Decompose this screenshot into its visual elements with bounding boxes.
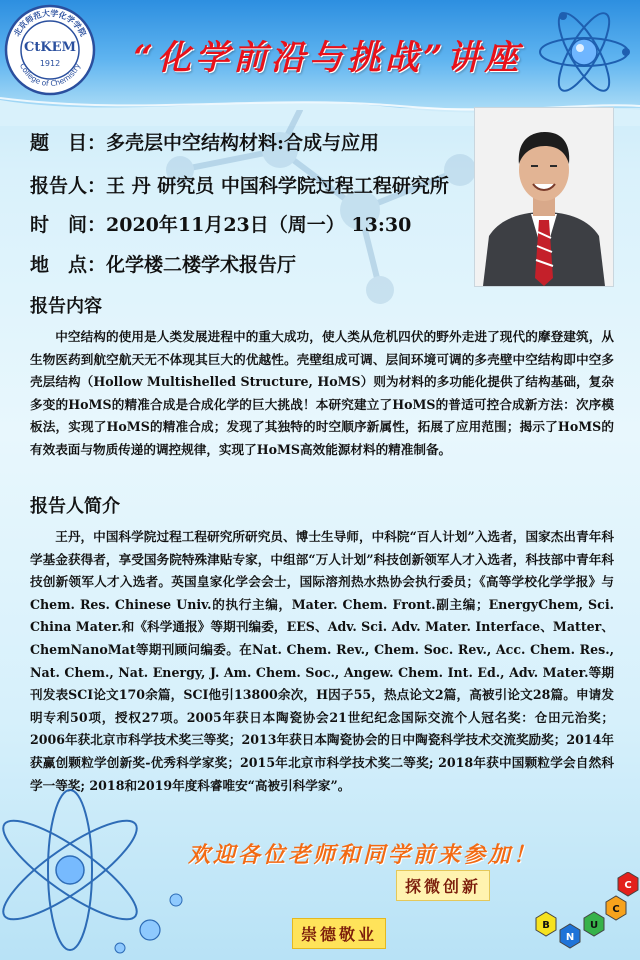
college-logo (4, 4, 96, 96)
hex-letter-u: U (589, 920, 599, 931)
logo-center-text: CtKEM (24, 40, 76, 55)
place-value: 化学楼二楼学术报告厅 (106, 254, 297, 276)
time-value: 2020年11月23日（周一） 13:30 (106, 214, 412, 236)
bio-heading: 报告人简介 (30, 496, 120, 517)
topic-line (30, 128, 379, 155)
content-paragraph: 中空结构的使用是人类发展进程中的重大成功，使人类从危机四伏的野外走进了现代的摩登建筑，从生物医药到航空航天无不体现其巨大的优越性。壳壁组成可调、层间环境可调的多壳壁中空结构即中空多壳层结构（Hollow Multishelled Structure, HoMS）则为材料的多功能化提供了结构基础，复杂多变的HoMS的精准合成是合成化学的巨大挑战！本研究建立了HoMS的普适可控合成新方法：次序模板法，实现了HoMS的精准合成；发现了其独特的时空顺序新属性，拓展了应用范围；揭示了HoMS的有效表面与物质传递的调控规律，实现了HoMS高效能源材料的精准制备。 (30, 329, 614, 457)
atom-orbit-icon (0, 780, 190, 960)
time-line (30, 210, 411, 237)
speaker-photo (474, 107, 614, 287)
hex-letter-c2: C (624, 880, 632, 891)
logo-top-text: 北京师范大学化学学院 (12, 8, 88, 38)
hex-letter-b: B (542, 920, 550, 931)
place-line (30, 250, 296, 277)
poster-title: “化学前沿与挑战”讲座 (133, 38, 523, 78)
logo-bottom-text: College of Chemistry (17, 61, 83, 89)
motto-explore: 探微创新 (396, 870, 490, 901)
speaker-line (30, 171, 449, 198)
topic-value: 多壳层中空结构材料:合成与应用 (106, 132, 380, 154)
speaker-label: 报告人： (30, 175, 107, 197)
logo-year: 1912 (39, 59, 61, 68)
bnucc-hexagon-logo (522, 872, 640, 960)
speaker-value: 王 丹 研究员 中国科学院过程工程研究所 (106, 175, 449, 197)
topic-label: 题 目： (30, 132, 107, 154)
motto-virtue: 崇德敬业 (292, 918, 386, 949)
place-label: 地 点： (30, 254, 107, 276)
hex-letter-n: N (565, 932, 575, 943)
hex-letter-c1: C (612, 904, 620, 915)
bio-paragraph: 王丹，中国科学院过程工程研究所研究员、博士生导师，中科院“百人计划”入选者，国家杰出青年科学基金获得者，享受国务院特殊津贴专家，中组部“万人计划”科技创新领军人才入选者，科技部中青年科技创新领军人才入选者。英国皇家化学会会士，国际溶剂热水热协会执行委员；《高等学校化学学报》与Chem. Res. Chinese Univ.的执行主编，Mater. Chem. Front.副主编；EnergyChem, Sci. China Mater.和《科学通报》等期刊编委，EES、Adv. Sci. Adv. Mater. Interface、Matter、ChemNanoMat等期刊顾问编委。在Nat. Chem. Rev., Chem. Soc. Rev., Acc. Chem. Res., Nat. Chem., Nat. Energy, J. Am. Chem. Soc., Angew. Chem. Int. Ed., Adv. Mater.等期刊发表SCI论文170余篇，SCI他引13800余次，H因子55，热点论文2篇，高被引论文28篇。申请发明专利50项，授权27项。2005年获日本陶瓷协会21世纪纪念国际交流个人冠名奖：仓田元治奖；2006年获北京市科学技术奖三等奖；2013年获日本陶瓷协会的日中陶瓷科学技术交流奖励奖；2014年获赢创颗粒学创新奖-优秀科学家奖；2015年北京市科学技术奖二等奖; 2018年获中国颗粒学会自然科学一等奖; 2018和2019年度科睿唯安“高被引科学家”。 (30, 529, 614, 793)
content-heading: 报告内容 (30, 296, 102, 317)
time-label: 时 间： (30, 214, 107, 236)
atom-decoration-icon (536, 4, 632, 100)
welcome-message: 欢迎各位老师和同学前来参加！ (188, 842, 539, 868)
